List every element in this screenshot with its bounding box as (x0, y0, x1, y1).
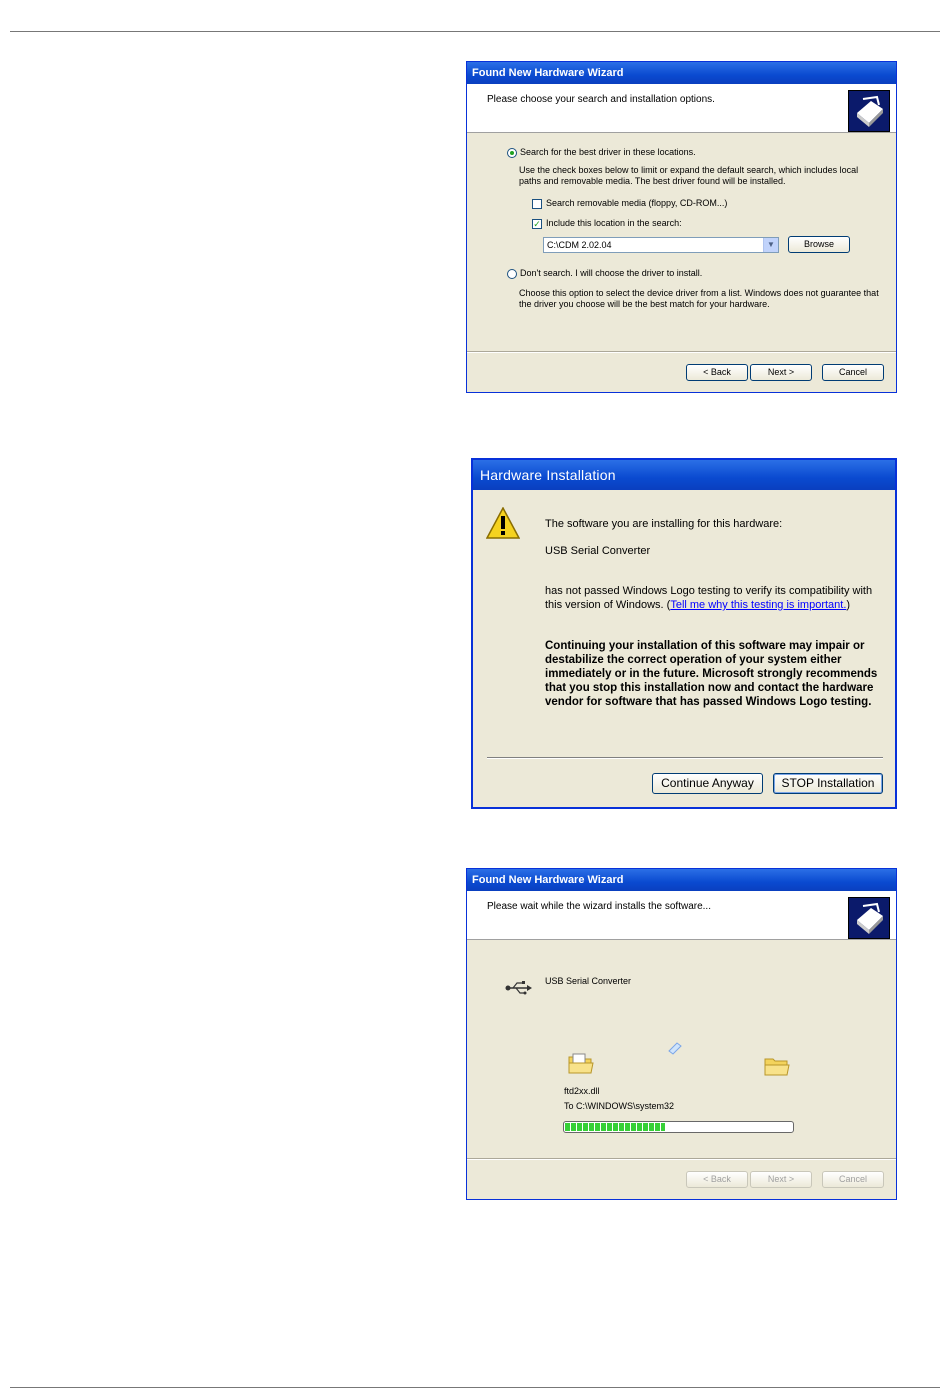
next-button[interactable]: Next > (750, 364, 812, 381)
include-location-label[interactable]: Include this location in the search: (546, 218, 682, 228)
device-name: USB Serial Converter (545, 976, 632, 986)
wizard-search-options-window (466, 61, 897, 393)
window-title: Found New Hardware Wizard (467, 62, 896, 84)
location-value: C:\CDM 2.02.04 (547, 240, 612, 250)
wizard-header (467, 891, 896, 940)
logo-testing-text (545, 584, 890, 612)
dont-search-description: Choose this option to select the device driver from a list. Windows does not guarantee that the driver you choose will be the best match for your hardware. (519, 288, 879, 309)
dialog-title: Hardware Installation (473, 460, 895, 490)
dont-search-radio[interactable] (507, 269, 517, 279)
window-title: Found New Hardware Wizard (467, 869, 896, 891)
cancel-button[interactable]: Cancel (822, 1171, 884, 1188)
header-text: Please wait while the wizard installs the software... (487, 901, 711, 912)
cancel-button[interactable]: Cancel (822, 364, 884, 381)
browse-button[interactable]: Browse (788, 236, 850, 253)
hardware-installation-dialog (471, 458, 897, 809)
hardware-wizard-icon (848, 90, 890, 132)
device-name: USB Serial Converter (545, 545, 651, 557)
top-rule (10, 31, 940, 32)
search-description: Use the check boxes below to limit or expand the default search, which includes local paths and removable media. The best driver found will be installed. (519, 165, 859, 186)
warning-text: Continuing your installation of this software may impair or destabilize the correct operation of your system either immediately or in the future. Microsoft strongly recommends that you stop this installation now and contact the hardware vendor for software that has passed Windows Logo testing. (545, 640, 878, 708)
footer-divider (467, 1158, 896, 1160)
source-folder-icon (567, 1051, 595, 1078)
warning-icon (486, 507, 520, 542)
header-text: Please choose your search and installation options. (487, 94, 715, 105)
next-button[interactable]: Next > (750, 1171, 812, 1188)
search-removable-media-checkbox[interactable] (532, 199, 542, 209)
dialog-divider (487, 757, 883, 759)
chevron-down-icon[interactable]: ▼ (763, 238, 778, 252)
destination-folder-icon (763, 1055, 791, 1080)
testing-important-link[interactable]: Tell me why this testing is important. (670, 599, 847, 611)
back-button[interactable]: < Back (686, 364, 748, 381)
include-location-checkbox[interactable]: ✓ (533, 219, 541, 229)
usb-icon (505, 981, 533, 998)
wizard-installing-window (466, 868, 897, 1200)
flying-paper-icon (667, 1041, 683, 1058)
hardware-wizard-icon (848, 897, 890, 939)
search-removable-media-label[interactable]: Search removable media (floppy, CD-ROM...) (546, 198, 728, 208)
dont-search-label[interactable]: Don't search. I will choose the driver to install. (520, 268, 703, 278)
destination-path: To C:\WINDOWS\system32 (564, 1101, 675, 1111)
wizard-header (467, 84, 896, 133)
software-installing-text: The software you are installing for this hardware: (545, 518, 783, 530)
stop-installation-button[interactable]: STOP Installation (773, 773, 883, 794)
footer-divider (467, 351, 896, 353)
location-combobox[interactable] (543, 237, 779, 253)
file-name: ftd2xx.dll (564, 1086, 600, 1096)
logo-testing-line: has not passed Windows Logo testing to verify its compatibility with this version of Windows. ( (545, 585, 873, 611)
progress-fill (565, 1123, 665, 1131)
search-best-driver-radio[interactable] (507, 148, 517, 158)
bottom-rule (10, 1387, 940, 1388)
install-progress-bar (563, 1121, 794, 1133)
continue-anyway-button[interactable]: Continue Anyway (652, 773, 763, 794)
logo-testing-end: ) (846, 599, 851, 611)
back-button[interactable]: < Back (686, 1171, 748, 1188)
search-best-driver-label[interactable]: Search for the best driver in these locations. (520, 147, 696, 157)
